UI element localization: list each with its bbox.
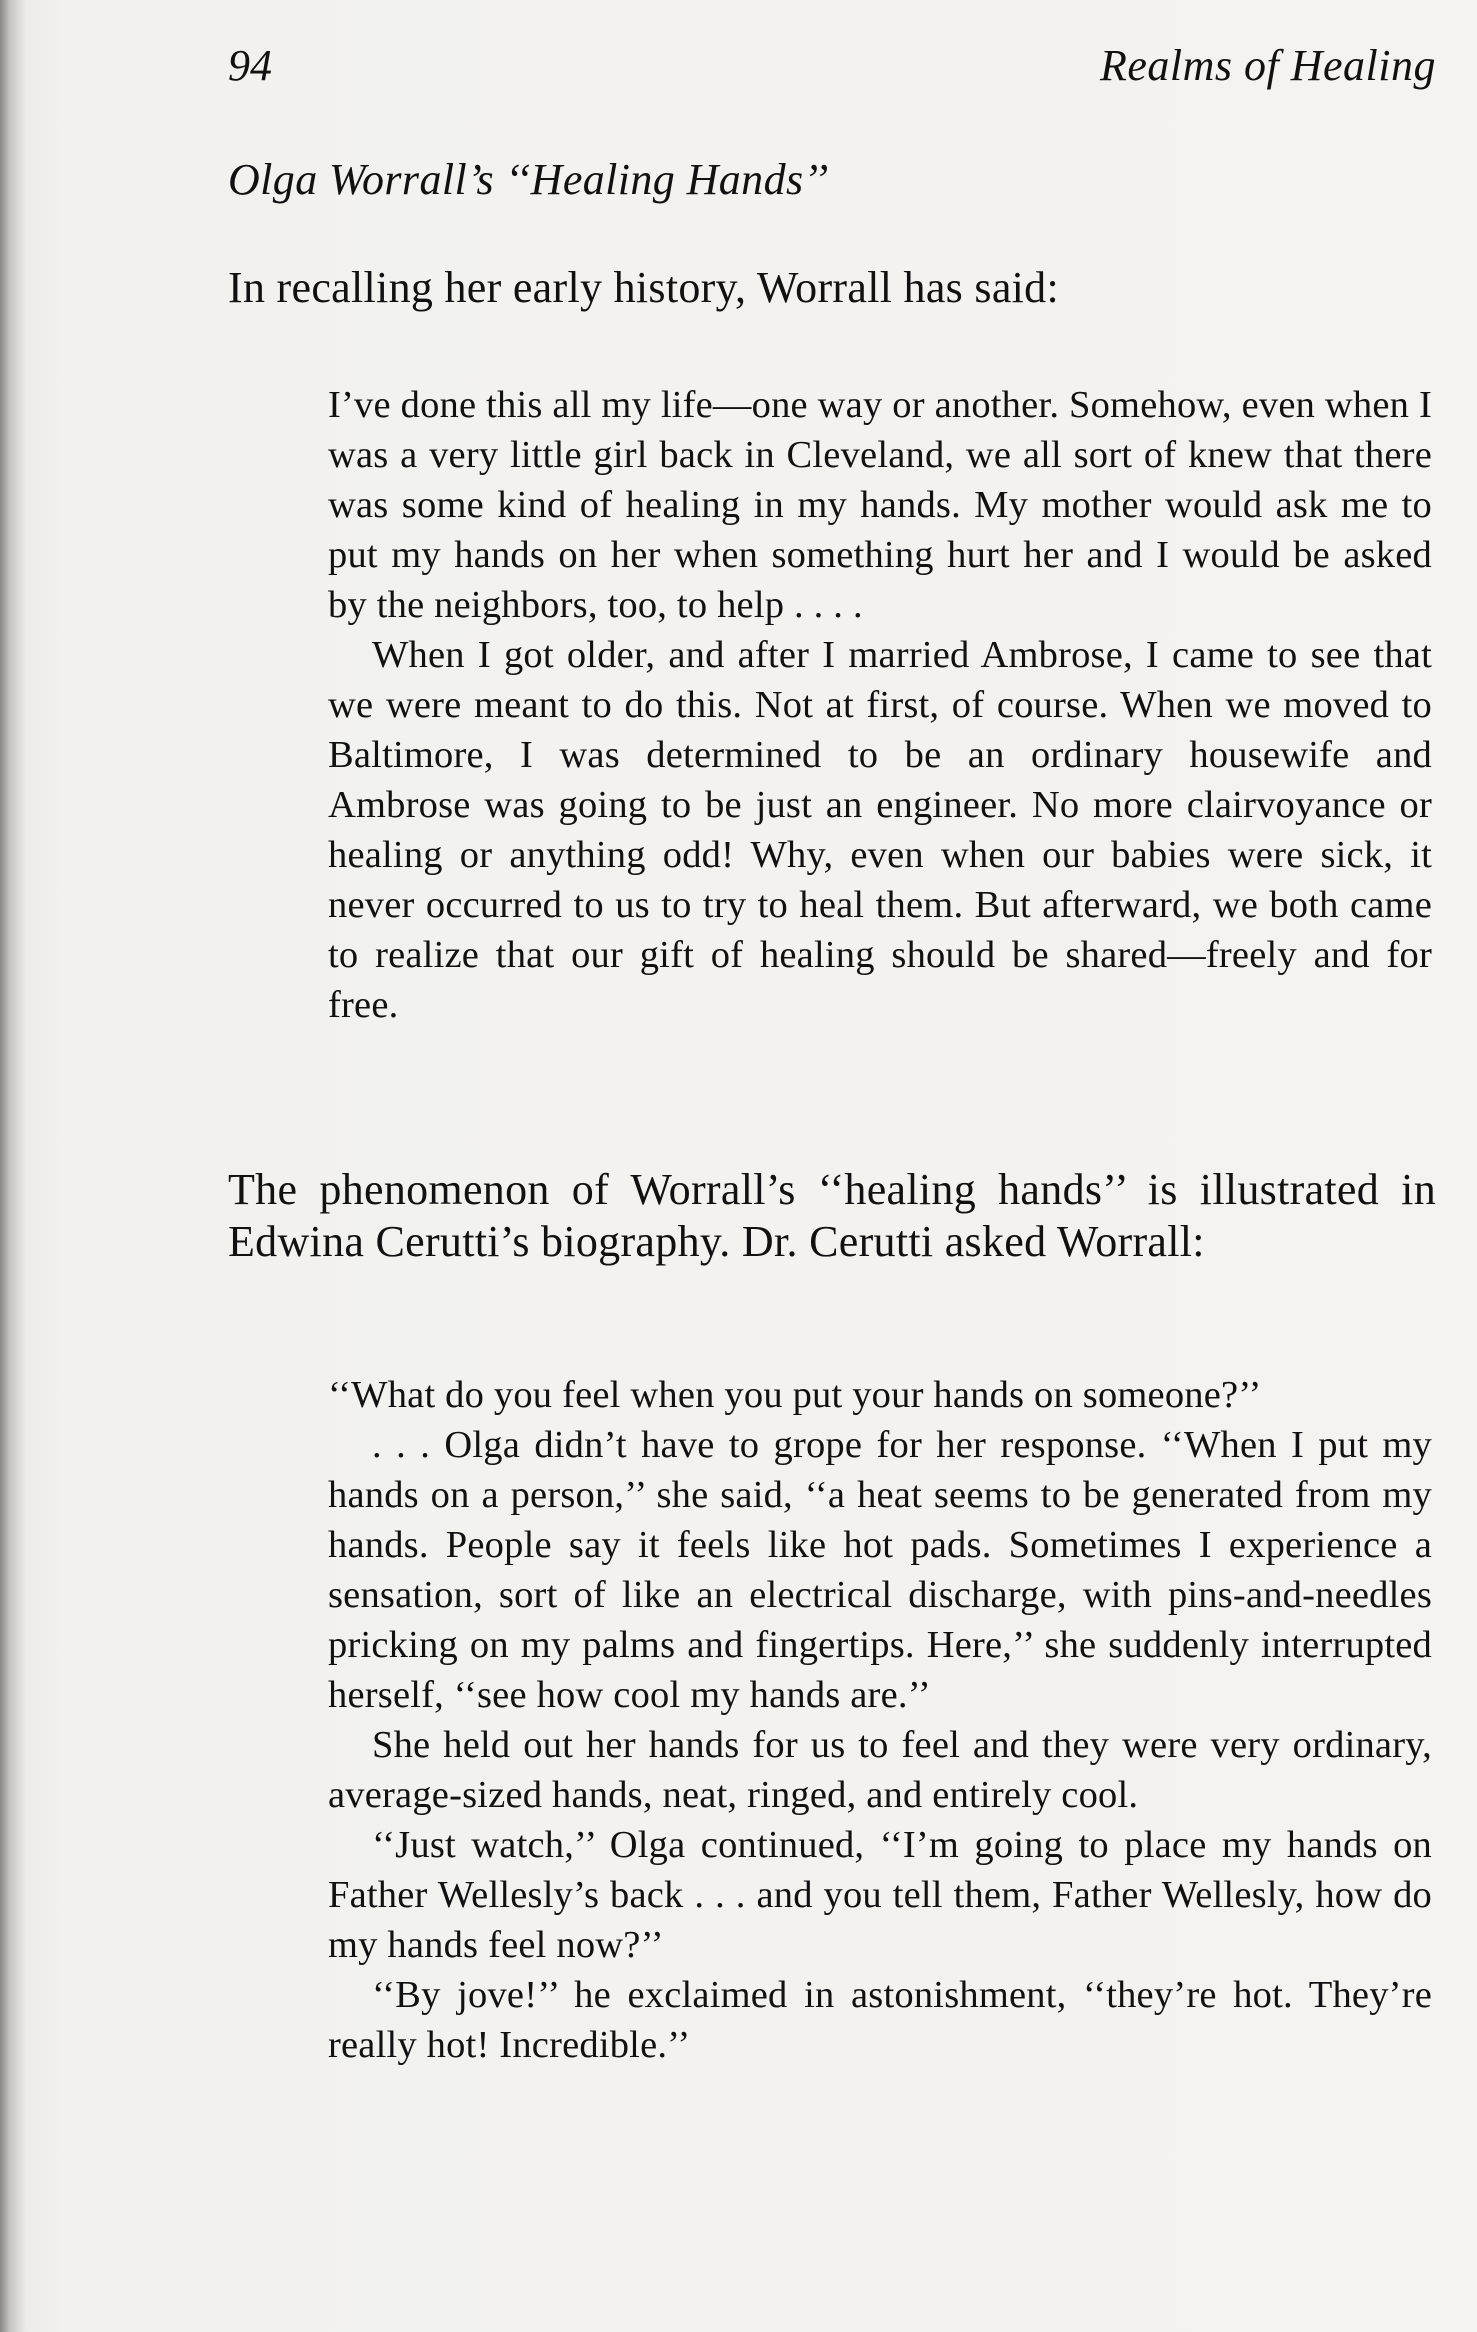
block-quote-worrall	[328, 380, 1432, 1030]
quote-paragraph: ‘‘By jove!’’ he exclaimed in astonishment, ‘‘they’re hot. They’re really hot! Incredible.’’	[328, 1974, 1432, 2066]
running-title: Realms of Healing	[1099, 41, 1436, 90]
quote-paragraph: ‘‘What do you feel when you put your hands on someone?’’	[328, 1374, 1262, 1416]
quote-paragraph: She held out her hands for us to feel and they were very ordinary, average-sized hands, neat, ringed, and entirely cool.	[328, 1724, 1432, 1816]
section-heading: Olga Worrall’s ‘‘Healing Hands’’	[228, 155, 829, 204]
page-header	[228, 40, 1436, 100]
quote-paragraph: When I got older, and after I married Ambrose, I came to see that we were meant to do this. Not at first, of course. When we moved to Baltimore, I was determined to be an ordinary housewife and Ambrose was going to be just an engineer. No more clairvoyance or healing or anything odd! Why, even when our babies were sick, it never occurred to us to try to heal them. But afterward, we both came to realize that our gift of healing should be shared—freely and for free.	[328, 634, 1432, 1026]
quote-paragraph: I’ve done this all my life—one way or another. Somehow, even when I was a very little girl back in Cleveland, we all sort of knew that there was some kind of healing in my hands. My mother would ask me to put my hands on her when something hurt her and I would be asked by the neighbors, too, to help . . . .	[328, 384, 1432, 626]
intro-paragraph: In recalling her early history, Worrall has said:	[228, 263, 1059, 312]
quote-paragraph: ‘‘Just watch,’’ Olga continued, ‘‘I’m going to place my hands on Father Wellesly’s back . . . and you tell them, Father Wellesly, how do my hands feel now?’’	[328, 1824, 1432, 1966]
page-number: 94	[228, 41, 272, 90]
transition-paragraph: The phenomenon of Worrall’s ‘‘healing hands’’ is illustrated in Edwina Cerutti’s biography. Dr. Cerutti asked Worrall:	[228, 1165, 1436, 1266]
block-quote-cerutti	[328, 1370, 1432, 2070]
quote-paragraph: . . . Olga didn’t have to grope for her response. ‘‘When I put my hands on a person,’’ she said, ‘‘a heat seems to be generated from my hands. People say it feels like hot pads. Sometimes I experience a sensation, sort of like an electrical discharge, with pins-and-needles pricking on my palms and fingertips. Here,’’ she suddenly interrupted herself, ‘‘see how cool my hands are.’’	[328, 1424, 1432, 1716]
